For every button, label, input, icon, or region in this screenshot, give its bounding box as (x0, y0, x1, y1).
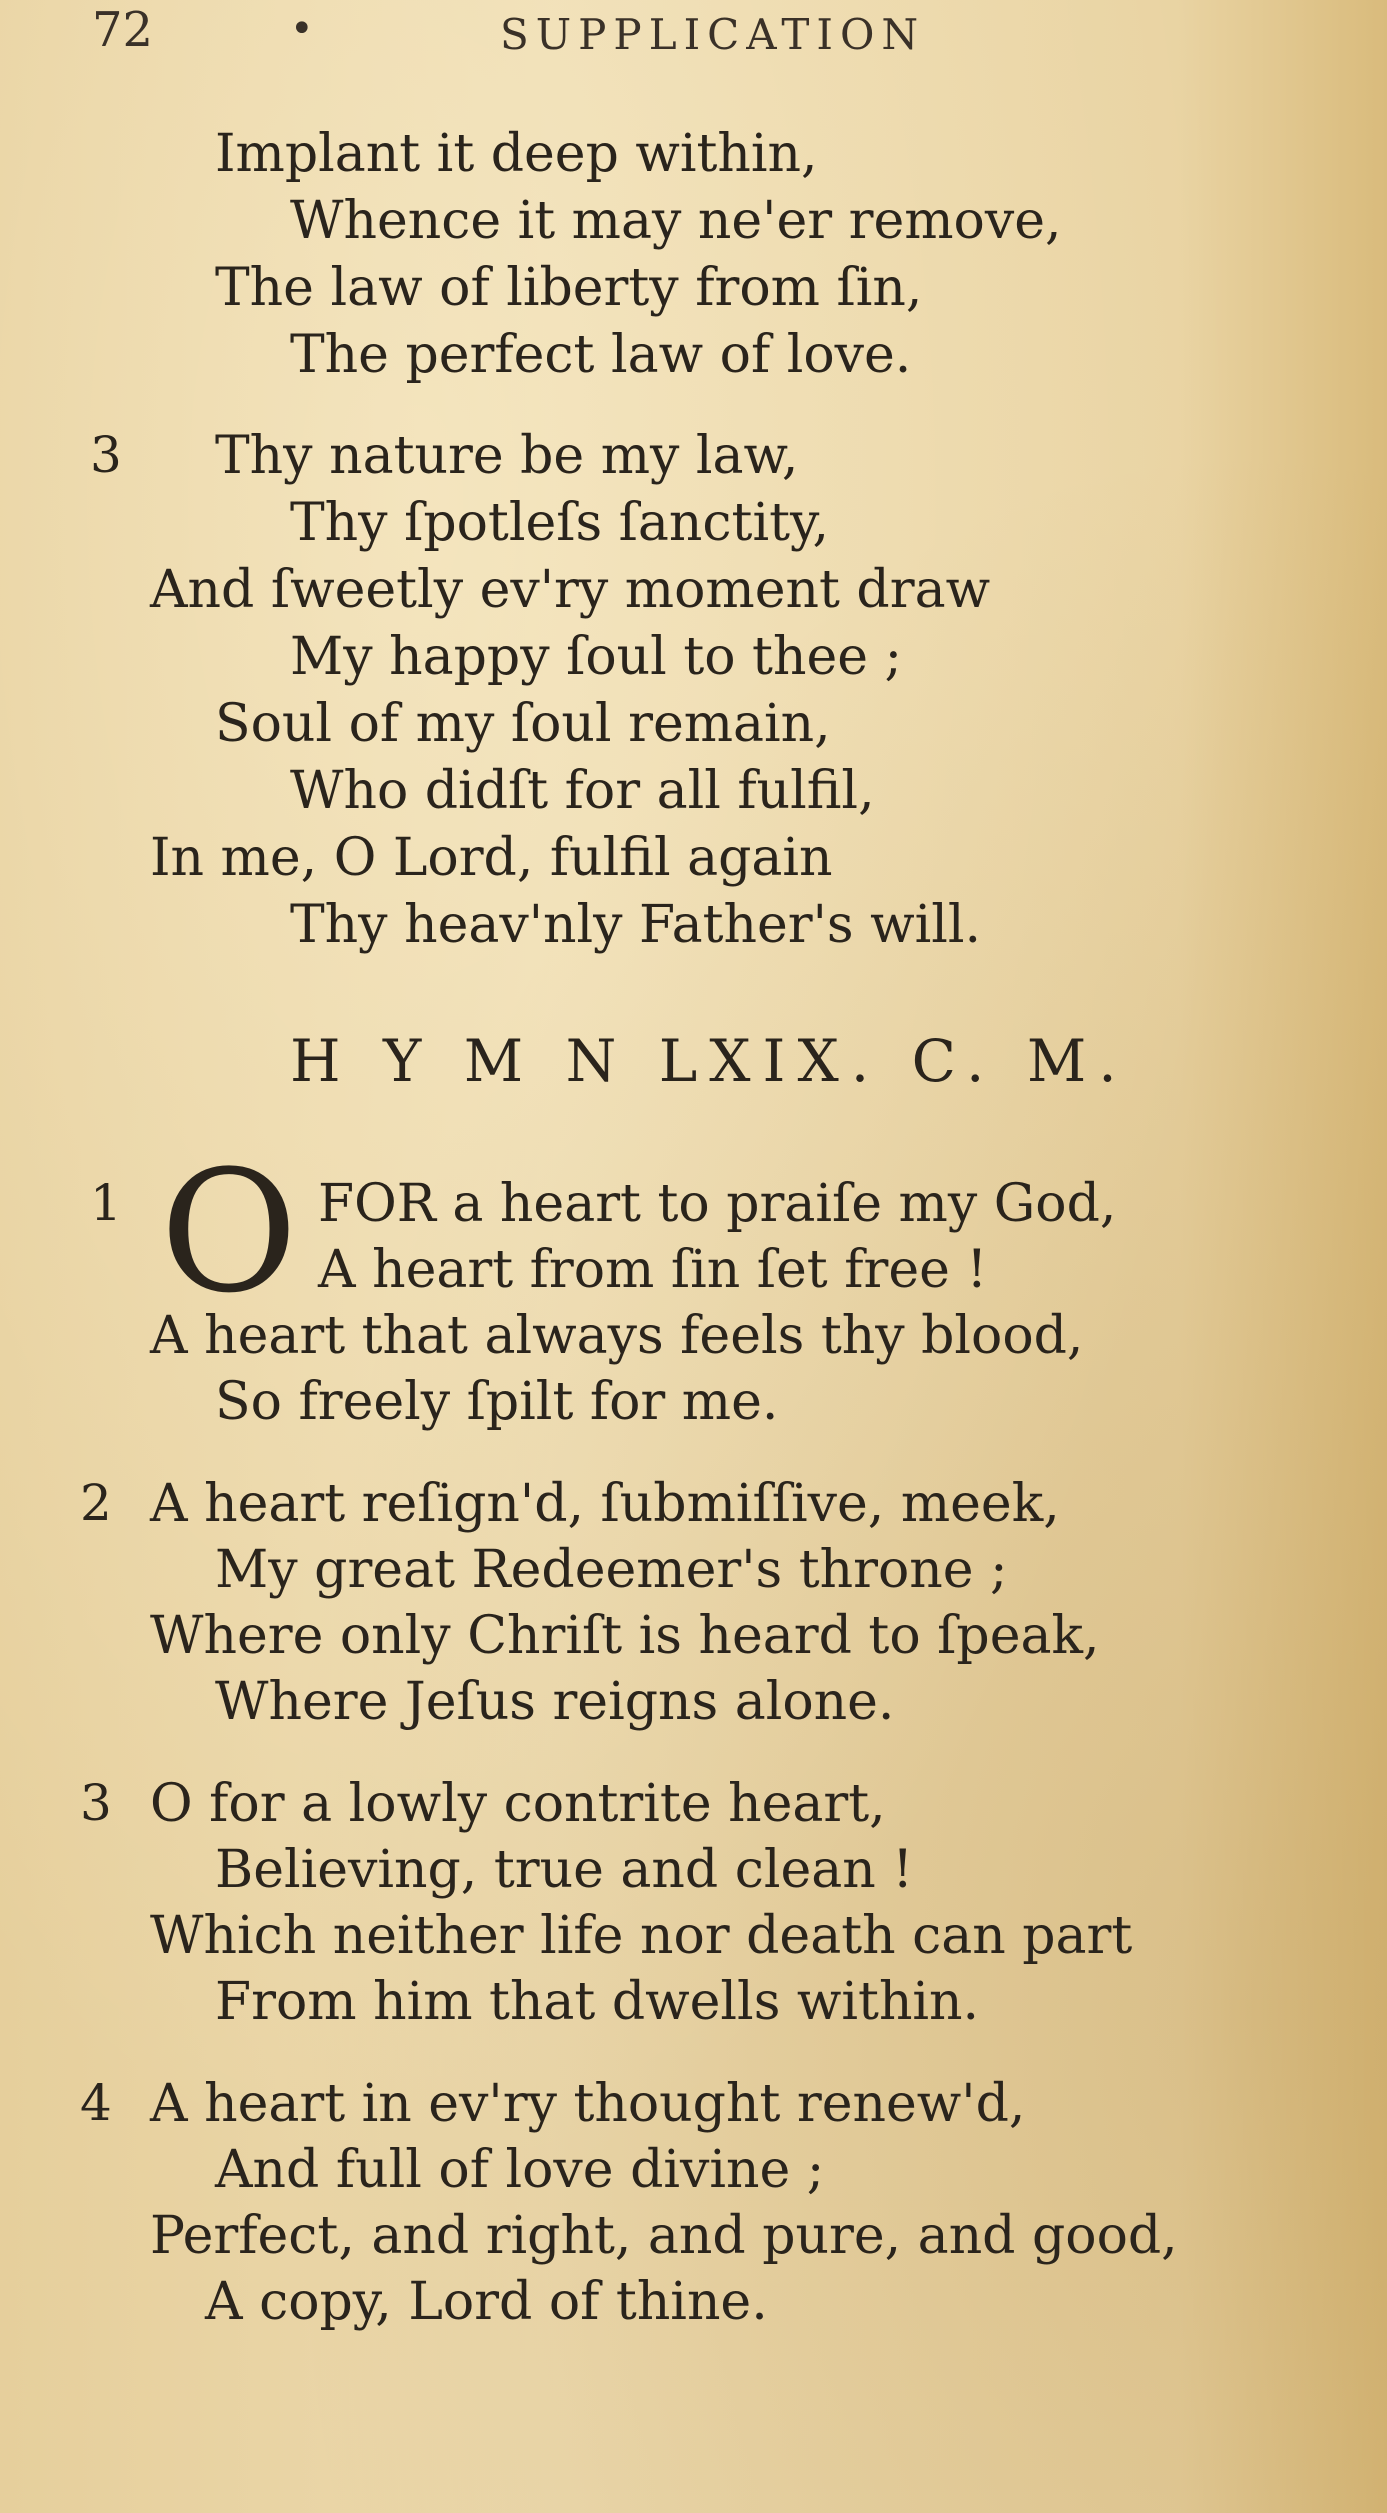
verse-line: A copy, Lord of thine. (205, 2272, 768, 2332)
verse-line: My great Redeemer's throne ; (215, 1540, 1008, 1600)
verse-line: Where Jeſus reigns alone. (215, 1672, 895, 1732)
verse-line: A heart from ſin ſet free ! (318, 1240, 988, 1300)
verse-line: Perfect, and right, and pure, and good, (150, 2206, 1178, 2266)
verse-line: My happy ſoul to thee ; (290, 627, 903, 687)
verse-line: Soul of my ſoul remain, (215, 694, 831, 754)
verse-line: Who didſt for all fulfil, (290, 761, 875, 821)
stanza-number: 4 (80, 2074, 112, 2132)
header-ornament: • (290, 6, 314, 52)
verse-line: O for a lowly contrite heart, (150, 1774, 886, 1834)
stanza-number: 3 (80, 1774, 112, 1832)
stanza-number: 3 (90, 426, 122, 484)
verse-line: Believing, true and clean ! (215, 1840, 914, 1900)
verse-line: Where only Chriſt is heard to ſpeak, (150, 1606, 1100, 1666)
verse-line: The perfect law of love. (290, 325, 912, 385)
running-head: SUPPLICATION (500, 10, 926, 59)
verse-line: In me, O Lord, fulfil again (150, 828, 833, 888)
verse-line: Which neither life nor death can part (150, 1906, 1133, 1966)
verse-line: A heart in ev'ry thought renew'd, (150, 2074, 1026, 2134)
verse-line: The law of liberty from ſin, (215, 258, 923, 318)
verse-line: And full of love divine ; (215, 2140, 825, 2200)
page-number: 72 (92, 2, 154, 58)
verse-line: So freely ſpilt for me. (215, 1372, 779, 1432)
verse-line: FOR a heart to praiſe my God, (318, 1174, 1117, 1234)
stanza-number: 1 (90, 1174, 122, 1232)
verse-line: A heart reſign'd, ſubmiſſive, meek, (150, 1474, 1060, 1534)
verse-line: Thy nature be my law, (215, 426, 799, 486)
verse-line: Thy ſpotleſs ſanctity, (290, 493, 829, 553)
verse-line: Whence it may ne'er remove, (290, 191, 1062, 251)
drop-cap: O (160, 1134, 298, 1330)
verse-line: Thy heav'nly Father's will. (290, 895, 982, 955)
verse-line: From him that dwells within. (215, 1972, 980, 2032)
hymn-title: H Y M N LXIX. C. M. (290, 1027, 1129, 1095)
verse-line: Implant it deep within, (215, 124, 818, 184)
stanza-number: 2 (80, 1474, 112, 1532)
verse-line: A heart that always feels thy blood, (150, 1306, 1084, 1366)
verse-line: And ſweetly ev'ry moment draw (150, 560, 991, 620)
